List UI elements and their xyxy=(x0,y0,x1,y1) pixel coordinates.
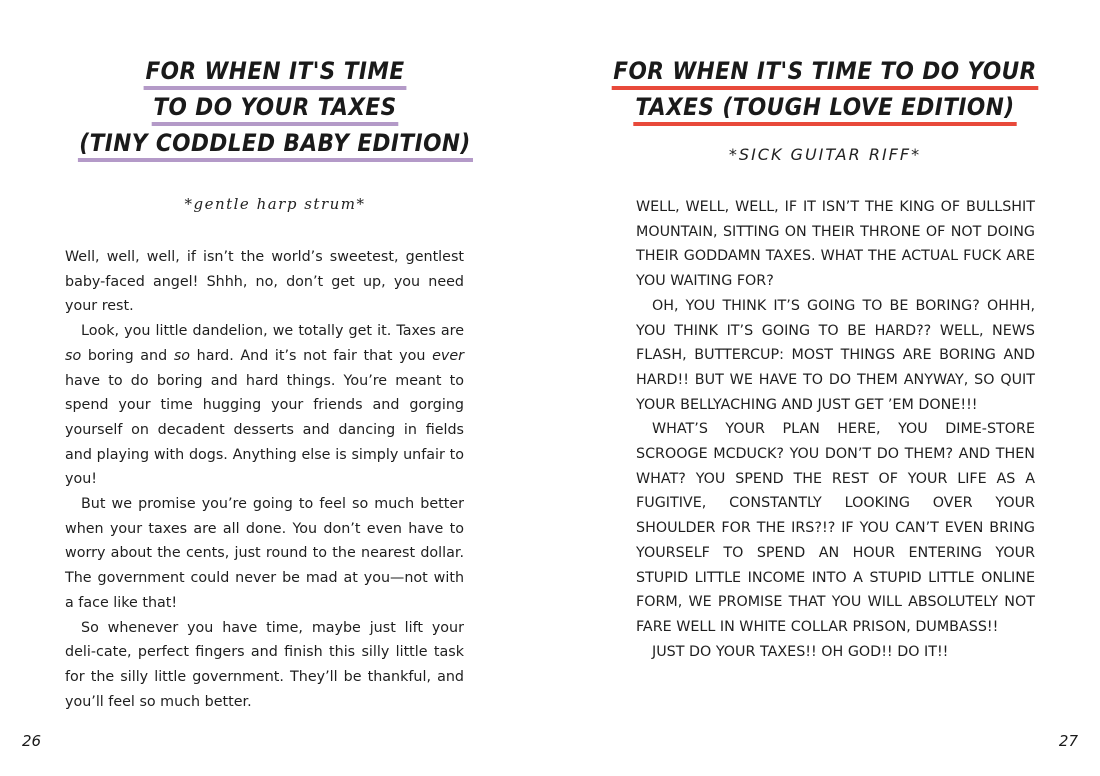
paragraph: WHAT’S YOUR PLAN HERE, YOU DIME-STORE SCROOGE MCDUCK? YOU DON’T DO THEM? AND THEN WHAT? YOU SPEND THE REST OF YOUR LIFE AS A FUGITIVE, CONSTANTLY LOOKING OVER YOUR SHOULDER FOR THE IRS?!? IF YOU CAN’T EVEN BRING YOURSELF TO SPEND AN HOUR ENTERING YOUR STUPID LITTLE INCOME INTO A STUPID LITTLE ONLINE FORM, WE PROMISE THAT YOU WILL ABSOLUTELY NOT FARE WELL IN WHITE COLLAR PRISON, DUMBASS!! xyxy=(636,421,1035,635)
heading-line: (TINY CODDLED BABY EDITION) xyxy=(28,126,523,162)
paragraph: OH, YOU THINK IT’S GOING TO BE BORING? OHHH, YOU THINK IT’S GOING TO BE HARD?? WELL, NEWS FLASH, BUTTERCUP: MOST THINGS ARE BORING AND HARD!! BUT WE HAVE TO DO THEM ANYWAY, SO QUIT YOUR BELLYACHING AND JUST GET ’EM DONE!!! xyxy=(636,297,1035,413)
heading-line: FOR WHEN IT'S TIME xyxy=(28,54,523,90)
left-page-subtitle: *gentle harp strum* xyxy=(184,195,366,213)
right-page xyxy=(550,0,1100,776)
heading-line: TAXES (TOUGH LOVE EDITION) xyxy=(578,90,1073,126)
paragraph: WELL, WELL, WELL, IF IT ISN’T THE KING OF BULLSHIT MOUNTAIN, SITTING ON THEIR THRONE OF NOT DOING THEIR GODDAMN TAXES. WHAT THE ACTUAL FUCK ARE YOU WAITING FOR? xyxy=(636,199,1035,290)
heading-line: FOR WHEN IT'S TIME TO DO YOUR xyxy=(578,54,1073,90)
paragraph: But we promise you’re going to feel so much better when your taxes are all done. You don’t even have to worry about the cents, just round to the nearest dollar. The government could never be mad at you—not with a face like that! xyxy=(65,496,464,611)
right-page-body xyxy=(636,195,1035,664)
page-number-left: 26 xyxy=(22,732,42,750)
right-page-heading xyxy=(578,54,1073,126)
left-page-body xyxy=(65,245,464,714)
paragraph: Well, well, well, if isn’t the world’s sweetest, gentlest baby-faced angel! Shhh, no, don’t get up, you need your rest. xyxy=(65,249,464,315)
paragraph: So whenever you have time, maybe just lift your deli-cate, perfect fingers and finish this silly little task for the silly little government. They’ll be thankful, and you’ll feel so much better. xyxy=(65,619,464,710)
paragraph: JUST DO YOUR TAXES!! OH GOD!! DO IT!! xyxy=(652,643,949,660)
paragraph: Look, you little dandelion, we totally get it. Taxes are so boring and so hard. And it’s not fair that you ever have to do boring and hard things. You’re meant to spend your time hugging your friends and gorging yourself on decadent desserts and dancing in fields and playing with dogs. Anything else is simply unfair to you! xyxy=(65,323,464,488)
heading-line: TO DO YOUR TAXES xyxy=(28,90,523,126)
page-number-right: 27 xyxy=(1058,732,1078,750)
left-page-heading xyxy=(28,54,523,162)
right-page-subtitle: *SICK GUITAR RIFF* xyxy=(728,145,922,164)
